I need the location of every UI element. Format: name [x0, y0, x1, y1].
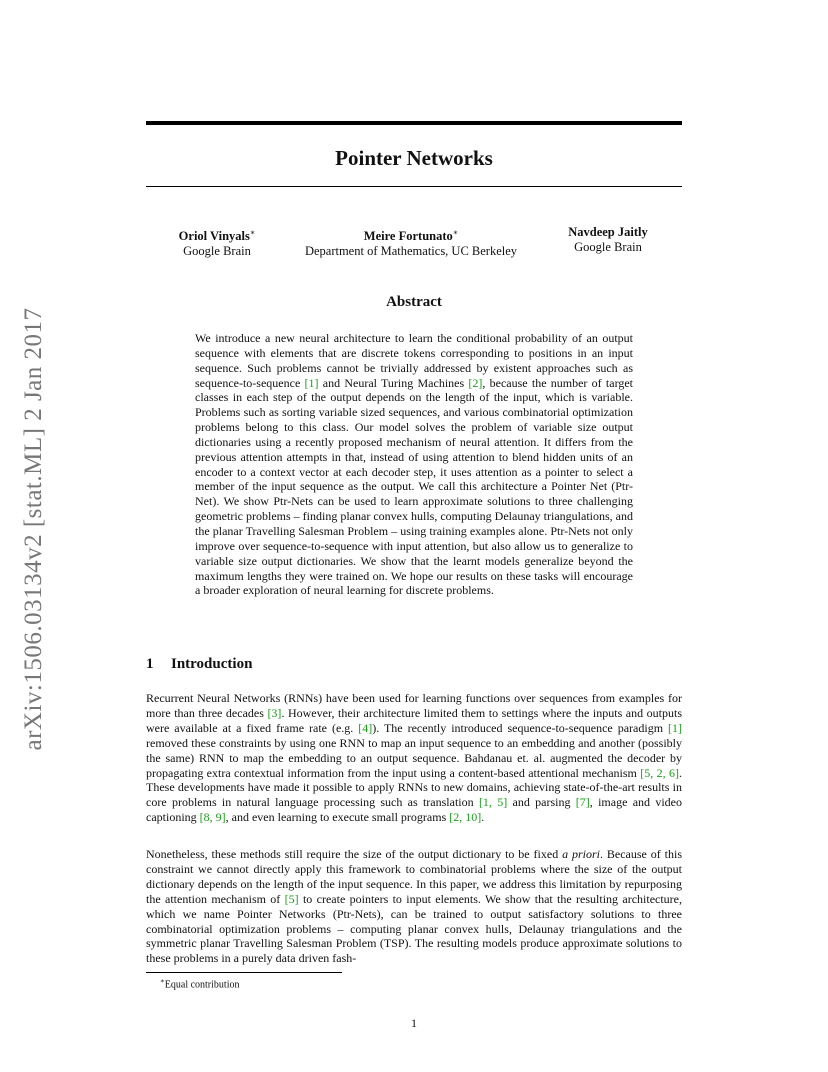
abstract-text: We introduce a new neural architecture to learn the conditional probability of an output sequence with elements that are discrete tokens corresponding to positions in an input sequence. Such problems cannot be trivially addressed by existent approaches such as sequence-to-sequence [1] and Neural Turing Machines [2], because the number of target classes in each step of the output depends on the length of the input, which is variable. Problems such as sorting variable sized sequences, and various combinatorial optimization problems belong to this class. Our model solves the problem of variable size output dictionaries using a recently proposed mechanism of neural attention. It differs from the previous attention attempts in that, instead of using attention to blend hidden units of an encoder to a context vector at each decoder step, it uses attention as a pointer to select a member of the input sequence as the output. We call this architecture a Pointer Net (Ptr-Net). We show Ptr-Nets can be used to learn approximate solutions to three challenging geometric problems – finding planar convex hulls, computing Delaunay triangulations, and the planar Travelling Salesman Problem – using training examples alone. Ptr-Nets not only improve over sequence-to-sequence with input attention, but also allow us to generalize to variable size output dictionaries. We show that the learnt models generalize beyond the maximum lengths they were trained on. We hope our results on these tasks will encourage a broader exploration of neural learning for discrete problems. [195, 331, 634, 598]
citation-link[interactable]: [2] [468, 375, 483, 390]
citation-link[interactable]: [4] [358, 720, 373, 735]
author-name: Oriol Vinyals∗ [178, 228, 256, 244]
author-affiliation: Department of Mathematics, UC Berkeley [304, 244, 518, 259]
citation-link[interactable]: [8, 9] [199, 810, 226, 825]
top-thick-rule [146, 121, 682, 125]
citation-link[interactable]: [5, 2, 6] [640, 765, 679, 780]
citation-link[interactable]: [7] [575, 795, 590, 810]
title-bottom-rule [146, 186, 682, 187]
citation-link[interactable]: [1] [304, 375, 319, 390]
arxiv-identifier: arXiv:1506.03134v2 [stat.ML] 2 Jan 2017 [20, 307, 47, 751]
citation-link[interactable]: [3] [267, 705, 282, 720]
citation-link[interactable]: [2, 10] [449, 810, 482, 825]
author-block-3 [548, 225, 668, 255]
author-name: Navdeep Jaitly [568, 225, 648, 239]
paper-title: Pointer Networks [335, 146, 493, 170]
footnote: ∗Equal contribution [160, 977, 240, 991]
page-number: 1 [411, 1016, 417, 1030]
author-block-1 [150, 225, 284, 259]
intro-paragraph-1: Recurrent Neural Networks (RNNs) have been used for learning functions over sequences from examples for more than three decades [3]. However, their architecture limited them to settings where the inputs and outputs were available at a fixed frame rate (e.g. [4]). The recently introduced sequence-to-sequence paradigm [1] removed these constraints by using one RNN to map an input sequence to an embedding and another (possibly the same) RNN to map the embedding to an output sequence. Bahdanau et. al. augmented the decoder by propagating extra contextual information from the input using a content-based attentional mechanism [5, 2, 6]. These developments have made it possible to apply RNNs to new domains, achieving state-of-the-art results in core problems in natural language processing such as translation [1, 5] and parsing [7], image and video captioning [8, 9], and even learning to execute small programs [2, 10]. [146, 691, 682, 825]
section-heading: 1 Introduction [146, 656, 253, 672]
citation-link[interactable]: [5] [284, 891, 299, 906]
author-affiliation: Google Brain [183, 244, 251, 259]
author-affiliation: Google Brain [574, 240, 642, 254]
intro-paragraph-2: Nonetheless, these methods still require the size of the output dictionary to be fixed a priori. Because of this constraint we cannot directly apply this framework to combinatorial problems where the size of the output dictionary depends on the length of the input sequence. In this paper, we address this limitation by repurposing the attention mechanism of [5] to create pointers to input elements. We show that the resulting architecture, which we name Pointer Networks (Ptr-Nets), can be trained to output satisfactory solutions to three combinatorial optimization problems – computing planar convex hulls, Delaunay triangulations and the symmetric planar Travelling Salesman Problem (TSP). The resulting models produce approximate solutions to these problems in a purely data driven fash- [146, 847, 683, 966]
citation-link[interactable]: [1] [668, 720, 682, 735]
author-name: Meire Fortunato∗ [363, 228, 459, 244]
citation-link[interactable]: [1, 5] [478, 795, 508, 810]
abstract-heading: Abstract [386, 294, 442, 310]
author-block-2 [292, 225, 530, 259]
footnote-rule [146, 972, 342, 973]
